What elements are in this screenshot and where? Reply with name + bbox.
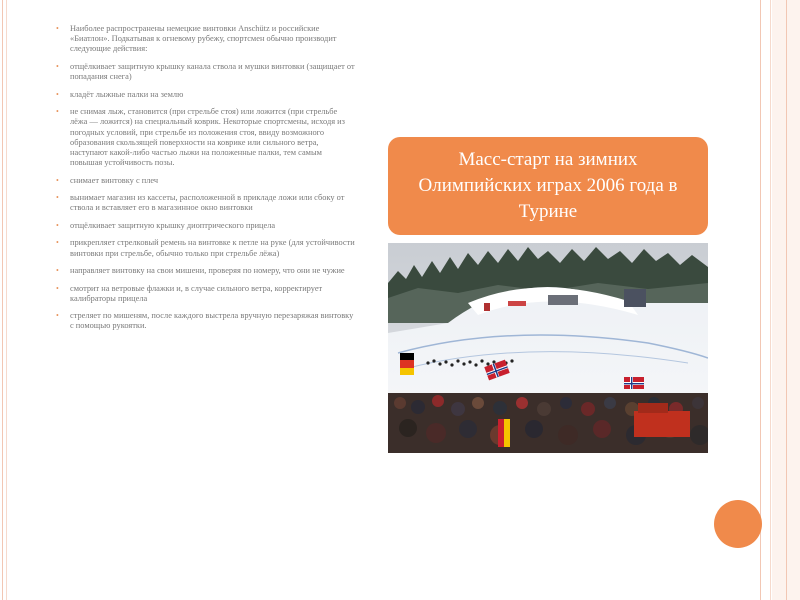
bullet-marker-icon: • (56, 238, 59, 248)
bullet-marker-icon: • (56, 266, 59, 276)
bullet-marker-icon: • (56, 311, 59, 321)
bullet-marker-icon: • (56, 220, 59, 230)
bullet-marker-icon: • (56, 283, 59, 293)
right-rule-outer (786, 0, 787, 600)
right-rule-inner (770, 0, 771, 600)
bullet-marker-icon: • (56, 89, 59, 99)
bullet-marker-icon: • (56, 61, 59, 71)
biathlon-scene-image (388, 243, 708, 453)
bullet-item: • стреляет по мишеням, после каждого выстрела вручную перезаряжая винтовку с помощью рукоятки. (56, 311, 354, 331)
photo-caption (388, 137, 708, 235)
bullet-item: • Наиболее распространены немецкие винтовки Anschütz и российские «Биатлон». Подкатывая к огневому рубежу, спортсмен обычно производит следующие действия: (56, 24, 337, 54)
bullet-marker-icon: • (56, 175, 59, 185)
bullet-marker-icon: • (56, 193, 59, 203)
right-rule (760, 0, 761, 600)
bullet-marker-icon: • (56, 107, 59, 117)
decorative-dot (714, 500, 762, 548)
bullet-item: • смотрит на ветровые флажки и, в случае сильного ветра, корректирует калибраторы прицела (56, 283, 323, 303)
bullet-item: • отщёлкивает защитную крышку канала ствола и мушки винтовки (защищает от попадания снега) (56, 61, 355, 82)
left-rule-inner (6, 0, 7, 600)
caption-text: Масс-старт на зимних Олимпийских играх 2006 года в Турине (418, 149, 678, 222)
bullet-item: • прикрепляет стрелковый ремень на винтовке к петле на руке (для устойчивости винтовки при стрельбе, обычно только при стрельбе лёжа) (56, 238, 355, 258)
bullet-marker-icon: • (56, 24, 59, 33)
bullet-item: • отщёлкивает защитную крышку диоптрического прицела (56, 220, 276, 230)
left-rule (2, 0, 3, 600)
bullet-list (56, 24, 356, 339)
bullet-item: • вынимает магазин из кассеты, расположенной в прикладе ложи или сбоку от ствола и вставляет его в магазинное окно винтовки (56, 193, 345, 213)
bullet-item: • не снимая лыж, становится (при стрельбе стоя) или ложится (при стрельбе лёжа — ложится) на специальный коврик. Некоторые спортсмены, исходя из погодных условий, при стрельбе из положения стоя, ввиду возможного образования скользящей поверхности на коврике или сильного ветра, наступают какой-либо частью лыжи на положенные палки, тем самым повышая устойчивость позы. (56, 107, 345, 168)
bullet-item: • направляет винтовку на свои мишени, проверяя по номеру, что они не чужие (56, 266, 345, 276)
bullet-item: • снимает винтовку с плеч (56, 175, 159, 185)
biathlon-photo (388, 243, 708, 453)
bullet-item: • кладёт лыжные палки на землю (56, 89, 184, 99)
